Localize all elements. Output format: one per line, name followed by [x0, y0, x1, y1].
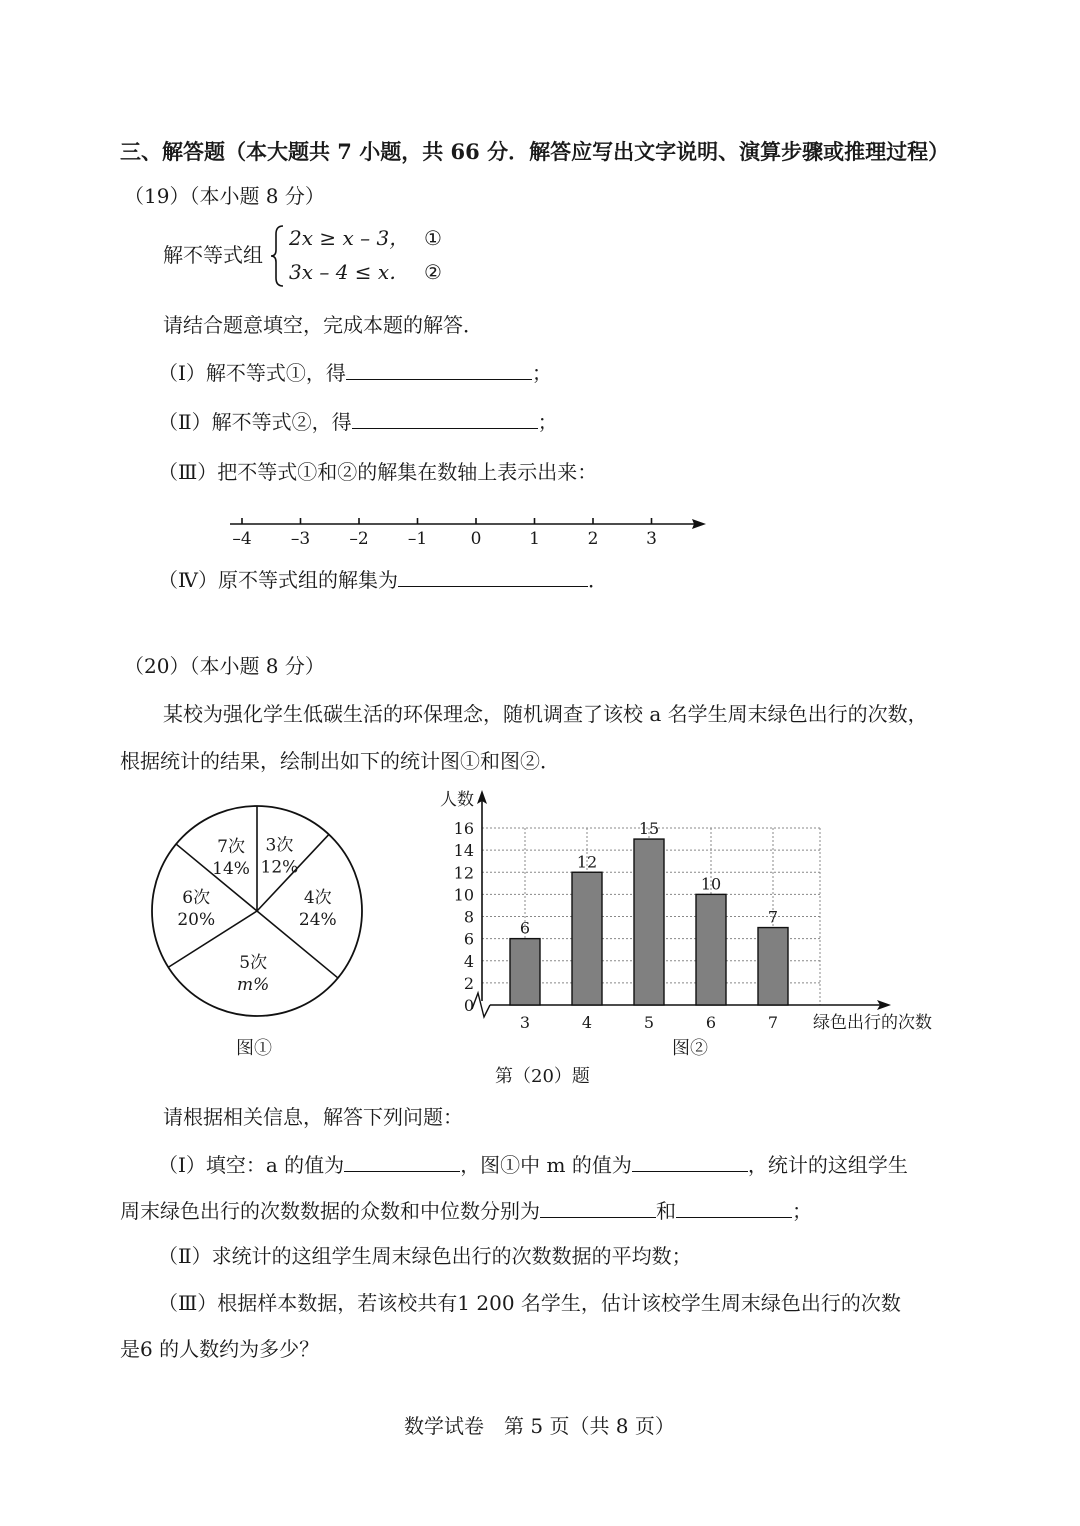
q19-intro: 解不等式组: [163, 243, 263, 267]
fig2-caption: 图②: [672, 1038, 708, 1059]
bar-value-label: 6: [519, 918, 531, 938]
x-tick-label: 6: [705, 1013, 717, 1032]
pie-chart: [145, 805, 375, 1035]
answer-blank-1[interactable]: [346, 361, 532, 380]
pie-slice-value: m%: [237, 974, 270, 995]
pie-slice-value: 20%: [177, 910, 216, 931]
bar-chart: [425, 780, 965, 1065]
y-tick-label: 14: [453, 841, 474, 861]
pie-slice-label: 7次: [217, 836, 245, 857]
x-tick-label: 5: [643, 1013, 655, 1032]
axis-break-icon: [472, 993, 490, 1017]
x-tick-label: 3: [519, 1013, 531, 1032]
number-line-tick-label: 3: [646, 529, 657, 549]
bar: [572, 872, 602, 1005]
q19-part-1: （Ⅰ）解不等式①，得 ；: [158, 361, 552, 385]
answer-blank-a[interactable]: [344, 1153, 460, 1172]
q20-paragraph-line-1: 某校为强化学生低碳生活的环保理念，随机调查了该校 a 名学生周末绿色出行的次数，: [163, 702, 928, 726]
y-tick-label: 6: [463, 929, 474, 949]
pie-slice-label: 3次: [265, 835, 294, 856]
y-tick-label: 16: [453, 819, 474, 838]
number-line-tick-label: 0: [470, 529, 482, 549]
bar: [634, 839, 664, 1005]
system-brace-icon: [270, 224, 286, 288]
q19-instruction: 请结合题意填空，完成本题的解答．: [163, 313, 483, 337]
pie-slice-label: 5次: [239, 952, 268, 973]
y-tick-label: 4: [463, 951, 474, 971]
y-tick-label: 10: [453, 885, 474, 905]
bar: [696, 894, 726, 1005]
answer-blank-3[interactable]: [398, 568, 588, 587]
answer-blank-m[interactable]: [632, 1153, 748, 1172]
q19-part-2: （Ⅱ）解不等式②，得 ；: [158, 410, 558, 434]
q20-ask: 请根据相关信息，解答下列问题：: [163, 1105, 463, 1129]
q20-part-3-line-1: （Ⅲ）根据样本数据，若该校共有1 200 名学生，估计该校学生周末绿色出行的次数: [158, 1291, 901, 1315]
bar: [510, 939, 540, 1005]
number-line-tick-label: –1: [407, 529, 428, 549]
bar: [758, 928, 788, 1005]
answer-blank-2[interactable]: [352, 410, 538, 429]
bar-value-label: 7: [767, 907, 779, 927]
pie-slice-value: 12%: [260, 857, 299, 878]
pie-slice-label: 4次: [303, 888, 332, 909]
q20-paragraph-line-2: 根据统计的结果，绘制出如下的统计图①和图②．: [120, 749, 560, 773]
section-heading: 三、解答题（本大题共 7 小题，共 66 分．解答应写出文字说明、演算步骤或推理过程）: [120, 139, 950, 164]
bar-value-label: 12: [576, 852, 598, 872]
x-tick-label: 7: [767, 1013, 779, 1032]
number-line: [220, 510, 720, 554]
y-axis-label: 人数: [440, 790, 474, 810]
y-tick-label: 12: [453, 863, 474, 883]
q19-header: （19）（本小题 8 分）: [124, 184, 325, 208]
number-line-tick-label: 1: [529, 529, 540, 549]
number-line-tick-label: –2: [349, 529, 369, 549]
pie-slice-label: 6次: [182, 888, 211, 909]
number-line-tick-label: 2: [587, 529, 599, 549]
bar-value-label: 10: [700, 874, 722, 894]
q19-inequality-1: 2x ≥ x – 3，: [289, 226, 410, 250]
q20-part-1-line-1: （Ⅰ）填空：a 的值为 ，图①中 m 的值为 ，统计的这组学生: [158, 1153, 908, 1177]
y-tick-label: 2: [463, 973, 474, 993]
number-line-tick-label: –4: [232, 529, 252, 549]
answer-blank-median[interactable]: [676, 1199, 792, 1218]
q19-mark-1: ①: [424, 226, 442, 250]
fig1-caption: 图①: [236, 1038, 272, 1059]
x-axis-label: 绿色出行的次数: [813, 1013, 932, 1033]
pie-slice-value: 14%: [212, 858, 250, 879]
page-footer: 数学试卷 第 5 页（共 8 页）: [404, 1414, 675, 1438]
q20-header: （20）（本小题 8 分）: [124, 654, 325, 678]
bar-value-label: 15: [638, 819, 660, 839]
q19-mark-2: ②: [424, 260, 442, 284]
q19-inequality-2: 3x – 4 ≤ x．: [289, 260, 410, 284]
number-line-tick-label: –3: [290, 529, 311, 549]
q19-part-4: （Ⅳ）原不等式组的解集为 ．: [158, 568, 608, 592]
pie-slice-value: 24%: [298, 910, 337, 931]
y-tick-label: 8: [463, 907, 474, 927]
q19-part-3: （Ⅲ）把不等式①和②的解集在数轴上表示出来：: [158, 460, 598, 484]
q20-part-2: （Ⅱ）求统计的这组学生周末绿色出行的次数数据的平均数；: [158, 1244, 692, 1268]
figure-caption: 第（20）题: [495, 1066, 590, 1087]
y-tick-label: 0: [463, 996, 474, 1015]
answer-blank-mode[interactable]: [540, 1199, 656, 1218]
q20-part-1-line-2: 周末绿色出行的次数数据的众数和中位数分别为 和 ；: [120, 1199, 812, 1223]
q20-part-3-line-2: 是6 的人数约为多少？: [120, 1337, 320, 1361]
x-tick-label: 4: [581, 1013, 593, 1032]
number-line-arrow-icon: [692, 519, 706, 529]
